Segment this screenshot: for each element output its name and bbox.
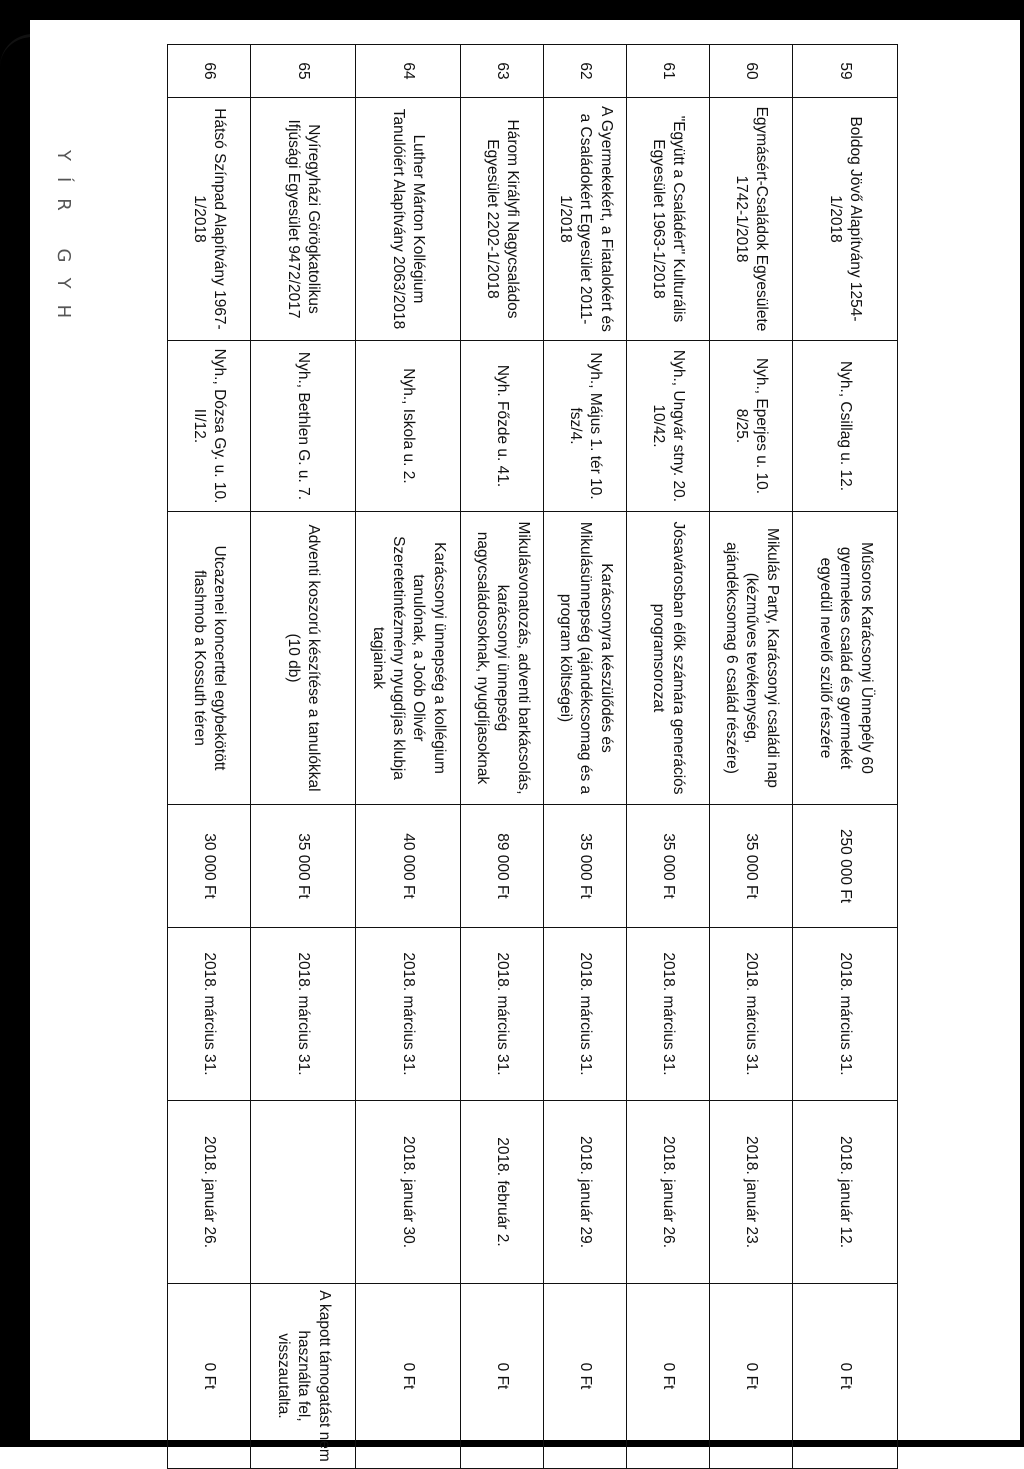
organization-cell <box>356 98 461 341</box>
table-body <box>168 45 898 1469</box>
settled-cell <box>461 1101 544 1284</box>
address: Nyh. Főzde u. 41. <box>494 364 512 488</box>
organization-name: Nyíregyházi Görögkatolikus Ifjúsági Egyesület 9472/2017 <box>285 119 323 319</box>
address-cell <box>251 341 356 512</box>
program-cell <box>251 512 356 805</box>
row-number-cell <box>544 45 627 98</box>
settlement-date: 2018. január 26. <box>201 1135 219 1249</box>
organization-cell <box>461 98 544 341</box>
table-row <box>168 45 251 1469</box>
deadline-cell <box>544 928 627 1101</box>
returned-cell <box>356 1284 461 1469</box>
program-cell <box>544 512 627 805</box>
returned-amount: 0 Ft <box>660 1362 678 1390</box>
program-cell <box>168 512 251 805</box>
address: Nyh., Ungvár stny. 20. 10/42. <box>650 349 688 503</box>
row-number: 60 <box>743 62 761 80</box>
organization-name: Hátsó Színpad Alapítvány 1967-1/2018 <box>191 108 229 330</box>
organization-name: Luther Márton Kollégium Tanulóiért Alapítvány 2063/2018 <box>390 108 428 330</box>
row-number-cell <box>461 45 544 98</box>
program-cell <box>356 512 461 805</box>
row-number-cell <box>627 45 710 98</box>
amount-cell <box>356 805 461 928</box>
grant-amount: 250 000 Ft <box>837 828 855 904</box>
program-description: Jósavárosban élők számára generációs programsorozat <box>650 521 688 795</box>
program-description: Utcazenei koncerttel egybekötött flashmob a Kossuth téren <box>191 545 229 771</box>
grant-amount: 40 000 Ft <box>400 833 418 899</box>
row-number-cell <box>793 45 898 98</box>
program-description: Mikulás Party, Karácsonyi családi nap (kézműves tevékenység, ajándékcsomag 6 család részére) <box>722 528 781 788</box>
organization-name: Boldog Jövő Alapítvány 1254-1/2018 <box>827 116 865 322</box>
settled-cell <box>168 1101 251 1284</box>
address-cell <box>710 341 793 512</box>
settlement-date: 2018. február 2. <box>494 1137 512 1247</box>
deadline-cell <box>356 928 461 1101</box>
organization-cell <box>710 98 793 341</box>
settlement-deadline: 2018. március 31. <box>201 952 219 1076</box>
row-number-cell <box>356 45 461 98</box>
organization-name: "Együtt a Családért" Kulturális Egyesület 1963-1/2018 <box>650 115 688 323</box>
grant-amount: 35 000 Ft <box>743 833 761 899</box>
settlement-deadline: 2018. március 31. <box>494 952 512 1076</box>
grant-records-table <box>167 44 898 1469</box>
amount-cell <box>793 805 898 928</box>
program-cell <box>461 512 544 805</box>
address-cell <box>168 341 251 512</box>
settled-cell <box>710 1101 793 1284</box>
address: Nyh., Dózsa Gy. u. 10. II/12. <box>191 348 229 504</box>
returned-cell <box>793 1284 898 1469</box>
program-cell <box>793 512 898 805</box>
returned-amount: 0 Ft <box>743 1362 761 1390</box>
organization-name: Egymásért-Családok Egyesülete 1742-1/2018 <box>733 106 771 332</box>
address-cell <box>627 341 710 512</box>
returned-cell <box>168 1284 251 1469</box>
deadline-cell <box>168 928 251 1101</box>
row-number: 63 <box>494 62 512 80</box>
grant-amount: 35 000 Ft <box>577 833 595 899</box>
program-description: Karácsonyi ünnepség a kollégium tanulónak, a Joób Olivér Szeretetintézmény nyugdíjas klubja tagjainak <box>369 536 448 780</box>
organization-cell <box>544 98 627 341</box>
settled-cell <box>251 1101 356 1284</box>
row-number-cell <box>251 45 356 98</box>
settlement-deadline: 2018. március 31. <box>577 952 595 1076</box>
settlement-deadline: 2018. március 31. <box>837 952 855 1076</box>
amount-cell <box>544 805 627 928</box>
returned-cell <box>251 1284 356 1469</box>
table-row <box>627 45 710 1469</box>
amount-cell <box>461 805 544 928</box>
settlement-date: 2018. január 12. <box>837 1135 855 1249</box>
address: Nyh., Iskola u. 2. <box>400 368 418 484</box>
address-cell <box>793 341 898 512</box>
program-cell <box>710 512 793 805</box>
amount-cell <box>251 805 356 928</box>
settled-cell <box>544 1101 627 1284</box>
grant-amount: 35 000 Ft <box>295 833 313 899</box>
table-row <box>710 45 793 1469</box>
returned-amount: 0 Ft <box>837 1362 855 1390</box>
returned-amount: 0 Ft <box>494 1362 512 1390</box>
table-row <box>251 45 356 1469</box>
returned-amount: 0 Ft <box>201 1362 219 1390</box>
settlement-date: 2018. január 23. <box>743 1135 761 1249</box>
row-number: 62 <box>577 62 595 80</box>
organization-cell <box>793 98 898 341</box>
deadline-cell <box>251 928 356 1101</box>
grant-amount: 35 000 Ft <box>660 833 678 899</box>
grant-amount: 89 000 Ft <box>494 833 512 899</box>
settlement-date: 2018. január 26. <box>660 1135 678 1249</box>
rotated-table-container <box>138 44 898 1462</box>
organization-cell <box>627 98 710 341</box>
settled-cell <box>627 1101 710 1284</box>
address-cell <box>461 341 544 512</box>
returned-amount: 0 Ft <box>400 1362 418 1390</box>
table-row <box>793 45 898 1469</box>
address: Nyh., Csillag u. 12. <box>837 360 855 492</box>
row-number: 59 <box>837 62 855 80</box>
table-row <box>356 45 461 1469</box>
settlement-deadline: 2018. március 31. <box>743 952 761 1076</box>
settlement-deadline: 2018. március 31. <box>660 952 678 1076</box>
settled-cell <box>356 1101 461 1284</box>
settled-cell <box>793 1101 898 1284</box>
settlement-deadline: 2018. március 31. <box>295 952 313 1076</box>
address: Nyh., Május 1. tér 10. fsz/4. <box>567 352 605 500</box>
returned-cell <box>627 1284 710 1469</box>
row-number-cell <box>710 45 793 98</box>
program-description: Adventi koszorú készítése a tanulókkal (10 db) <box>285 524 323 792</box>
row-number-cell <box>168 45 251 98</box>
address: Nyh., Bethlen G. u. 7. <box>295 351 313 501</box>
address-cell <box>356 341 461 512</box>
amount-cell <box>627 805 710 928</box>
amount-cell <box>168 805 251 928</box>
table-row <box>461 45 544 1469</box>
address: Nyh., Eperjes u. 10. 8/25. <box>733 357 771 495</box>
returned-cell <box>544 1284 627 1469</box>
amount-cell <box>710 805 793 928</box>
program-description: Mikulásvonatozás, adventi barkácsolás, karácsonyi ünnepség nagycsaládosoknak, nyugdíjasoknak <box>473 521 532 795</box>
settlement-deadline: 2018. március 31. <box>400 952 418 1076</box>
organization-name: Három Királyfi Nagycsaládos Egyesület 2202-1/2018 <box>484 119 522 319</box>
deadline-cell <box>627 928 710 1101</box>
table-row <box>544 45 627 1469</box>
organization-cell <box>251 98 356 341</box>
row-number: 66 <box>201 62 219 80</box>
row-number: 65 <box>295 62 313 80</box>
address-cell <box>544 341 627 512</box>
deadline-cell <box>710 928 793 1101</box>
returned-amount: A kapott támogatást nem használta fel, visszautalta. <box>274 1290 333 1462</box>
settlement-date: 2018. január 30. <box>400 1135 418 1249</box>
program-cell <box>627 512 710 805</box>
organization-name: A Gyermekekért, a Fiatalokért és a Családokért Egyesület 2011-1/2018 <box>556 106 615 332</box>
returned-cell <box>710 1284 793 1469</box>
program-description: Műsoros Karácsonyi Ünnepély 60 gyermekes család és gyermekét egyedül nevelő szülő részére <box>816 542 875 774</box>
program-description: Karácsonyra készülődés és Mikulásünnepség (ajándékcsomag és a program költségei) <box>556 521 615 795</box>
returned-amount: 0 Ft <box>577 1362 595 1390</box>
deadline-cell <box>461 928 544 1101</box>
deadline-cell <box>793 928 898 1101</box>
settlement-date: 2018. január 29. <box>577 1135 595 1249</box>
row-number: 64 <box>400 62 418 80</box>
grant-amount: 30 000 Ft <box>201 833 219 899</box>
side-stamp: YÍR GYH <box>53 150 74 335</box>
returned-cell <box>461 1284 544 1469</box>
organization-cell <box>168 98 251 341</box>
row-number: 61 <box>660 62 678 80</box>
